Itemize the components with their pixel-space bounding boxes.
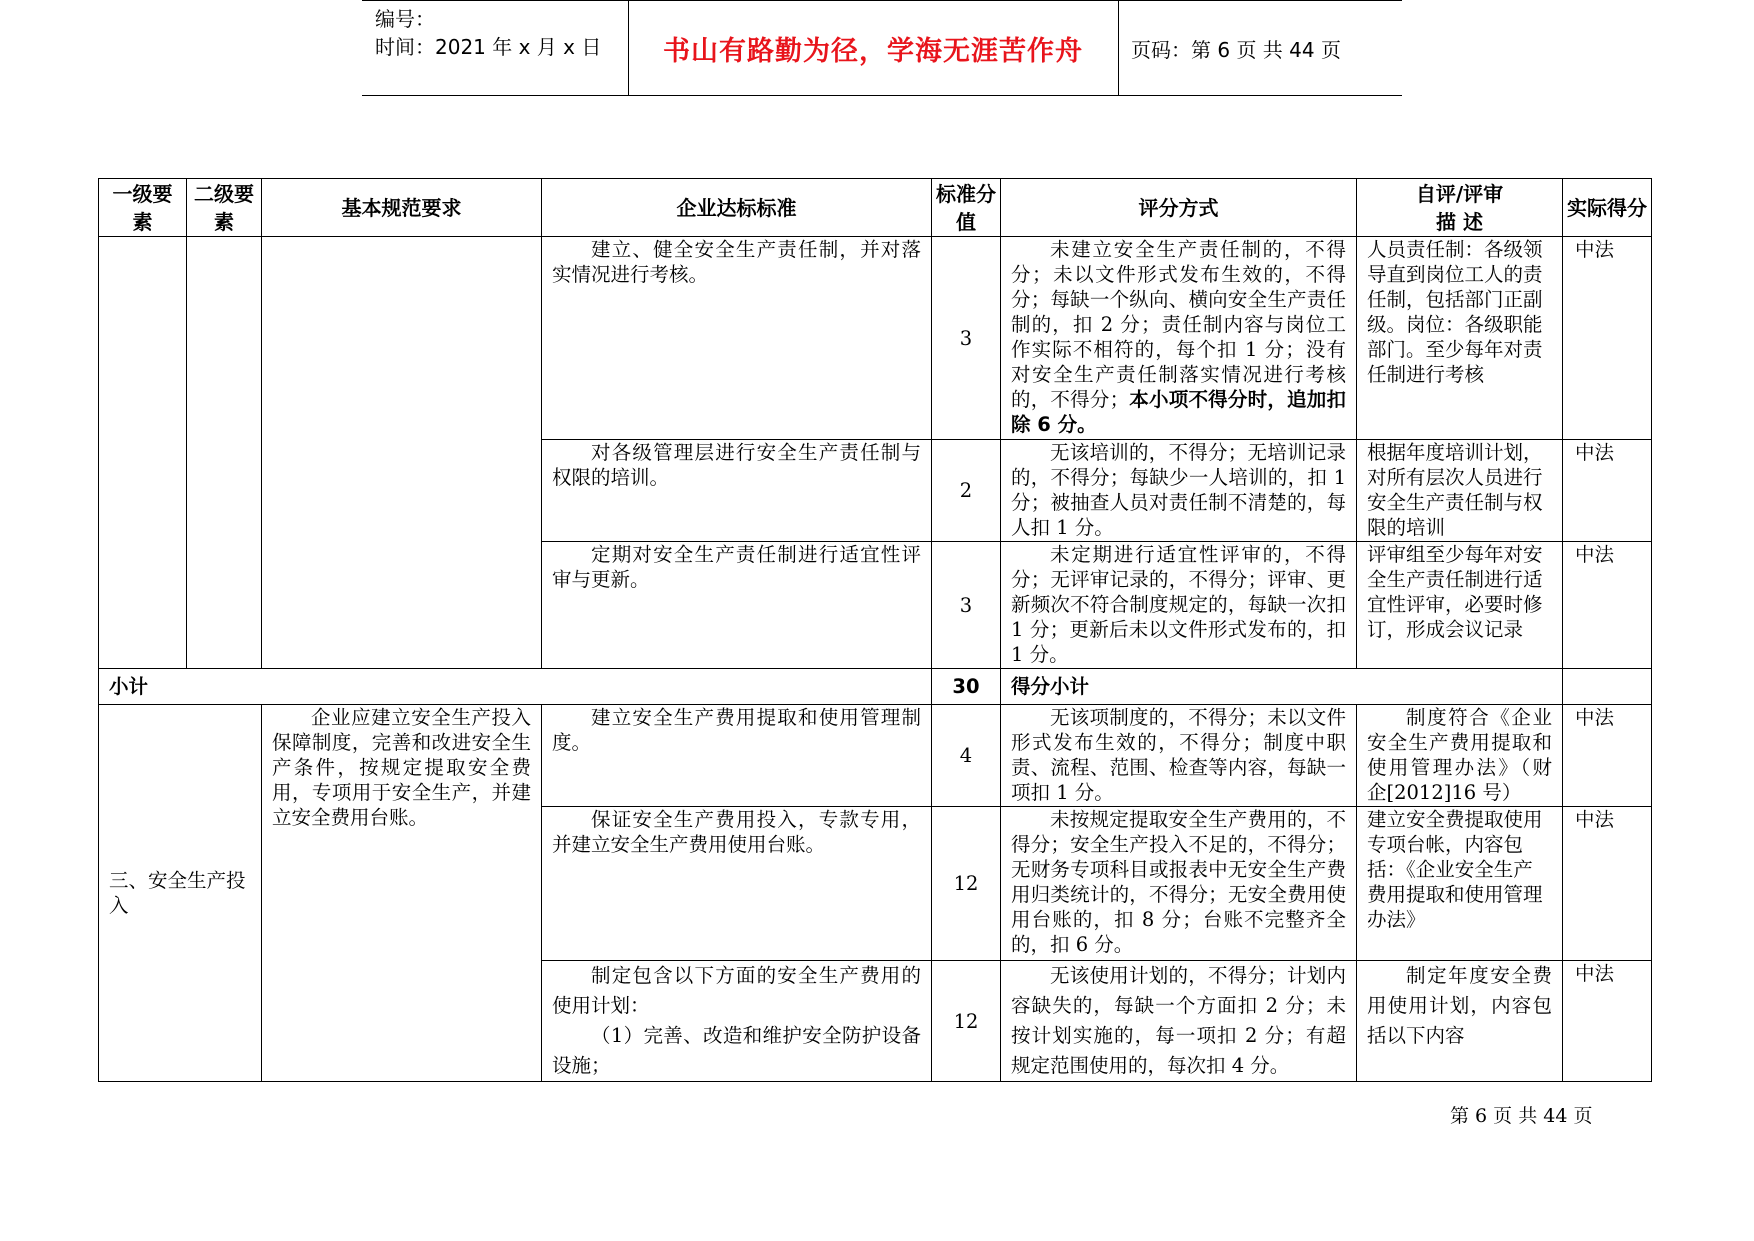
method-cell: 未按规定提取安全生产费用的，不得分；安全生产投入不足的，不得分；无财务专项科目或报表中无安全生产费用归类统计的，不得分；无安全费用使用台账的，扣 8 分；台账不完整齐全的，扣 6 分。 [1001, 807, 1357, 961]
header-meta [362, 1, 629, 95]
standard-item: （1）完善、改造和维护安全防护设备设施； [552, 1024, 921, 1077]
header-scoring-method-text: 评分方式 [1138, 195, 1219, 220]
header-actual-score-text: 实际得分 [1567, 195, 1647, 220]
subtotal-score: 30 [932, 669, 1001, 705]
header-level2-text: 二级要素 [194, 181, 254, 234]
page-footer: 第 6 页 共 44 页 [1450, 1105, 1593, 1127]
review-cell: 建立安全费提取使用专项台帐，内容包括：《企业安全生产费用提取和使用管理办法》 [1357, 807, 1563, 961]
method-cell: 未定期进行适宜性评审的，不得分；无评审记录的，不得分；评审、更新频次不符合制度规定的，每缺一次扣 1 分；更新后未以文件形式发布的，扣 1 分。 [1001, 542, 1357, 669]
level1-cell-empty [99, 237, 187, 669]
level2-cell-empty [187, 237, 262, 669]
header-motto: 书山有路勤为径，学海无涯苦作舟 [628, 1, 1119, 95]
score-cell: 12 [932, 807, 1001, 961]
standard-cell: 保证安全生产费用投入，专款专用，并建立安全生产费用使用台账。 [542, 807, 932, 961]
standard-cell: 定期对安全生产责任制进行适宜性评审与更新。 [542, 542, 932, 669]
actual-score-cell: 中法 [1563, 807, 1652, 961]
score-cell: 2 [932, 440, 1001, 542]
header-basic-requirement-text: 基本规范要求 [341, 195, 462, 220]
actual-score-cell: 中法 [1563, 705, 1652, 807]
method-text: 未建立安全生产责任制的，不得分；未以文件形式发布生效的，不得分；每缺一个纵向、横向安全生产责任制的，扣 2 分；责任制内容与岗位工作实际不相符的，每个扣 1 分；没有对安全生产责任制落实情况进行考核的，不得分； [1011, 238, 1346, 411]
header-scoring-method [1001, 179, 1357, 237]
score-cell: 3 [932, 542, 1001, 669]
table-row [99, 705, 1652, 807]
date-label: 时间：2021 年 x 月 x 日 [375, 35, 602, 59]
review-cell: 制定年度安全费用使用计划，内容包括以下内容 [1357, 961, 1563, 1082]
header-standard-score [932, 179, 1001, 237]
actual-score-cell: 中法 [1563, 237, 1652, 440]
page-header [362, 0, 1402, 96]
subtotal-label: 小计 [99, 669, 932, 705]
header-level1-text: 一级要素 [112, 181, 173, 234]
header-enterprise-standard [542, 179, 932, 237]
header-level2 [187, 179, 262, 237]
standard-cell [542, 961, 932, 1082]
actual-score-cell: 中法 [1563, 961, 1652, 1082]
header-self-review-text: 自评/评审 描 述 [1415, 181, 1504, 234]
assessment-table [98, 178, 1652, 1082]
basic-requirement-cell-empty [262, 237, 542, 669]
level1-cell: 三、安全生产投入 [99, 705, 262, 1082]
score-cell: 4 [932, 705, 1001, 807]
header-page-info: 页码：第 6 页 共 44 页 [1131, 37, 1341, 62]
header-basic-requirement [262, 179, 542, 237]
score-cell: 3 [932, 237, 1001, 440]
review-cell: 根据年度培训计划，对所有层次人员进行安全生产责任制与权限的培训 [1357, 440, 1563, 542]
method-cell [1001, 237, 1357, 440]
method-cell: 无该培训的，不得分；无培训记录的，不得分；每缺少一人培训的，扣 1 分；被抽查人员对责任制不清楚的，每人扣 1 分。 [1001, 440, 1357, 542]
score-cell: 12 [932, 961, 1001, 1082]
review-cell: 评审组至少每年对安全生产责任制进行适宜性评审，必要时修订，形成会议记录 [1357, 542, 1563, 669]
standard-cell: 建立、健全安全生产责任制，并对落实情况进行考核。 [542, 237, 932, 440]
actual-score-cell: 中法 [1563, 542, 1652, 669]
header-self-review [1357, 179, 1563, 237]
actual-score-cell: 中法 [1563, 440, 1652, 542]
review-cell: 人员责任制：各级领导直到岗位工人的责任制，包括部门正副级。岗位：各级职能部门。至少每年对责任制进行考核 [1357, 237, 1563, 440]
method-cell: 无该项制度的，不得分；未以文件形式发布生效的，不得分；制度中职责、流程、范围、检查等内容，每缺一项扣 1 分。 [1001, 705, 1357, 807]
header-actual-score [1563, 179, 1652, 237]
standard-text: 制定包含以下方面的安全生产费用的使用计划： [552, 964, 921, 1017]
standard-cell: 对各级管理层进行安全生产责任制与权限的培训。 [542, 440, 932, 542]
header-level1 [99, 179, 187, 237]
subtotal-actual-empty [1563, 669, 1652, 705]
table-row [99, 237, 1652, 440]
review-cell: 制度符合《企业安全生产费用提取和使用管理办法》（财企[2012]16 号） [1357, 705, 1563, 807]
subtotal-label2: 得分小计 [1001, 669, 1563, 705]
basic-requirement-cell: 企业应建立安全生产投入保障制度，完善和改进安全生产条件，按规定提取安全费用，专项用于安全生产，并建立安全费用台账。 [262, 705, 542, 1082]
header-standard-score-text: 标准分值 [936, 181, 996, 234]
standard-cell: 建立安全生产费用提取和使用管理制度。 [542, 705, 932, 807]
subtotal-row [99, 669, 1652, 705]
header-enterprise-standard-text: 企业达标标准 [676, 195, 797, 220]
method-bold-text: 本小项不得分时，追加扣除 6 分。 [1011, 388, 1346, 436]
method-cell: 无该使用计划的，不得分；计划内容缺失的，每缺一个方面扣 2 分；未按计划实施的，每一项扣 2 分；有超规定范围使用的，每次扣 4 分。 [1001, 961, 1357, 1082]
table-header-row [99, 179, 1652, 237]
serial-number-label: 编号： [375, 7, 435, 31]
